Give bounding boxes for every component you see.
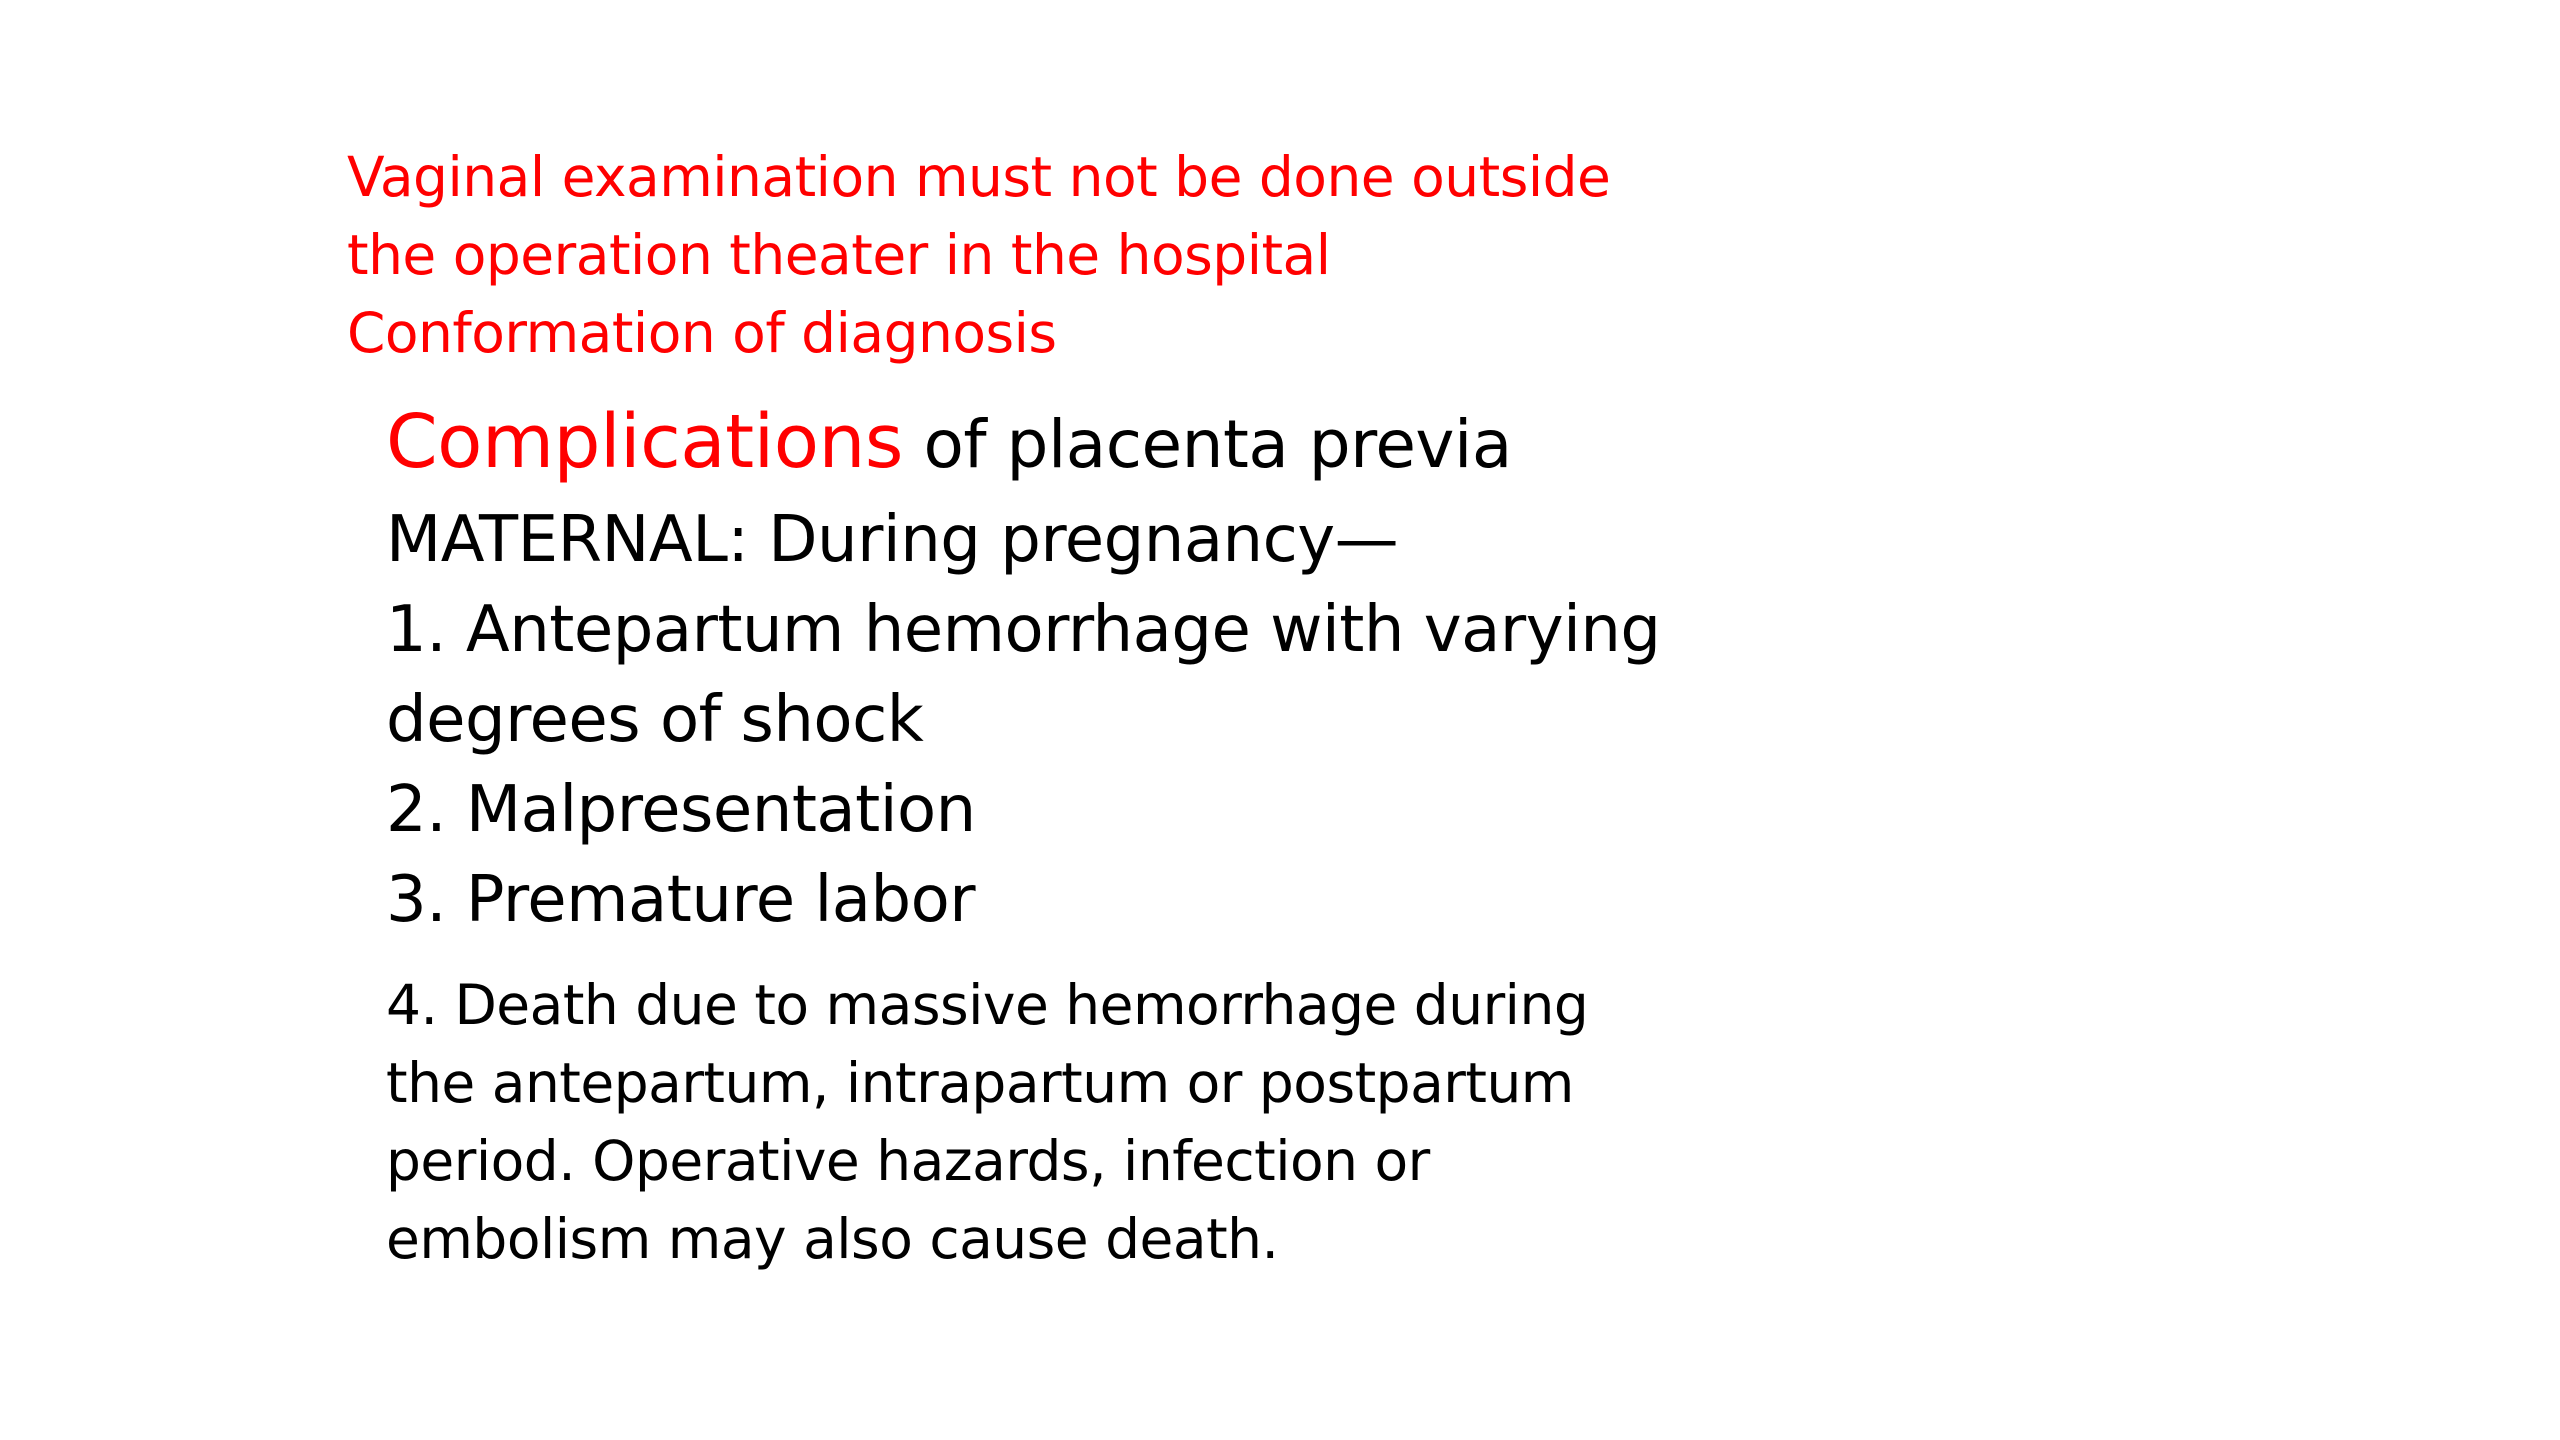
heading-rest: of placenta previa: [902, 406, 1512, 483]
main-line: 1. Antepartum hemorrhage with varying: [386, 593, 1661, 667]
detail-line: embolism may also cause death.: [386, 1207, 1279, 1271]
red-note: [347, 138, 1647, 372]
red-note-line: Conformation of diagnosis: [347, 301, 1057, 365]
detail-line: period. Operative hazards, infection or: [386, 1129, 1430, 1193]
slide-heading: [386, 392, 1686, 495]
detail-line: the antepartum, intrapartum or postpartum: [386, 1051, 1574, 1115]
detail-line: 4. Death due to massive hemorrhage during: [386, 973, 1589, 1037]
main-line: 3. Premature labor: [386, 863, 976, 937]
main-line: degrees of shock: [386, 683, 924, 757]
main-content: [386, 392, 1686, 945]
main-line: 2. Malpresentation: [386, 773, 976, 847]
detail-content: [386, 966, 1686, 1278]
heading-accent: Complications: [386, 399, 903, 485]
red-note-line: the operation theater in the hospital: [347, 223, 1331, 287]
main-line: MATERNAL: During pregnancy—: [386, 503, 1399, 577]
red-note-line: Vaginal examination must not be done outside: [347, 145, 1611, 209]
